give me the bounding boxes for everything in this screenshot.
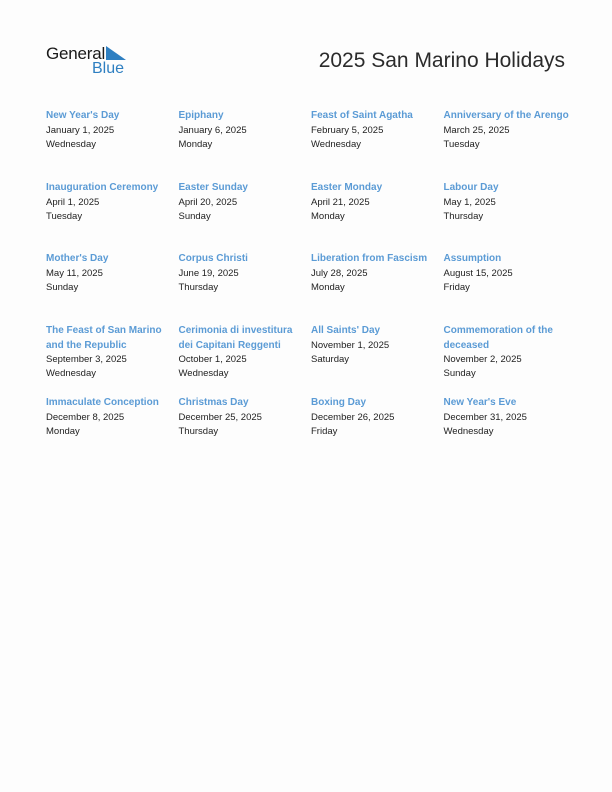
holiday-weekday: Wednesday [46,138,96,150]
holiday-date: December 31, 2025 [443,411,527,423]
logo-triangle-icon [106,46,126,60]
holiday-item [444,252,577,324]
holiday-name: The Feast of San Marino and the Republic [46,325,162,351]
holiday-date: June 19, 2025 [178,267,239,279]
holiday-item [311,396,444,456]
holiday-weekday: Sunday [46,281,79,293]
holiday-row [46,109,576,181]
holiday-weekday: Wednesday [178,368,229,379]
holiday-name: Feast of Saint Agatha [311,110,413,121]
holiday-item [444,396,577,456]
page-title: 2025 San Marino Holidays [318,49,565,72]
holiday-weekday: Wednesday [46,368,96,379]
holiday-weekday: Friday [443,281,470,293]
holiday-name: Immaculate Conception [46,397,159,408]
holiday-weekday: Thursday [443,210,484,222]
logo-text-general: General [46,44,106,63]
holiday-name: Inauguration Ceremony [46,182,159,193]
holiday-item [444,324,577,396]
holiday-date: November 2, 2025 [443,354,522,365]
holiday-name: Commemoration of the deceased [443,325,553,351]
holiday-name: Easter Monday [311,182,383,193]
holiday-weekday: Wednesday [311,138,361,150]
holiday-row [46,324,576,396]
holiday-weekday: Thursday [178,281,219,293]
holiday-row [46,396,576,456]
holiday-date: November 1, 2025 [311,339,390,351]
holiday-weekday: Sunday [443,368,476,379]
holiday-weekday: Tuesday [443,138,480,150]
holiday-item [46,252,179,324]
holiday-row [46,252,576,324]
holiday-date: September 3, 2025 [46,354,127,365]
logo-text-blue: Blue [92,60,125,77]
holiday-weekday: Friday [311,425,338,437]
holiday-weekday: Monday [46,425,80,437]
holiday-name: Epiphany [178,110,224,121]
holiday-weekday: Monday [311,210,345,222]
holiday-date: August 15, 2025 [443,267,513,279]
holiday-row [46,181,576,252]
holiday-item [46,396,179,456]
holiday-name: All Saints' Day [311,325,381,336]
holiday-item [444,181,577,252]
holiday-date: February 5, 2025 [311,124,384,136]
holiday-name: Easter Sunday [178,182,248,193]
holiday-weekday: Monday [311,281,345,293]
holiday-name: Assumption [443,253,502,264]
holiday-weekday: Monday [178,138,213,150]
holiday-item [46,181,179,252]
holiday-weekday: Tuesday [46,210,83,222]
holiday-item [179,324,312,396]
holiday-item [46,324,179,396]
holiday-date: May 11, 2025 [46,267,103,279]
holiday-date: April 20, 2025 [178,196,238,208]
holiday-item [46,109,179,181]
holiday-name: Labour Day [443,182,499,193]
holiday-name: Mother's Day [46,253,109,264]
holiday-date: April 21, 2025 [311,196,370,208]
holiday-name: Anniversary of the Arengo [443,110,569,121]
holiday-item [179,396,312,456]
holiday-date: January 1, 2025 [46,124,115,136]
holiday-date: December 8, 2025 [46,411,125,423]
holiday-date: October 1, 2025 [178,354,247,365]
holiday-item [311,252,444,324]
holiday-date: April 1, 2025 [46,196,100,208]
holiday-date: May 1, 2025 [443,196,496,208]
holiday-date: December 25, 2025 [178,411,262,423]
holiday-name: Cerimonia di investitura dei Capitani Reggenti [178,325,293,351]
holiday-item [311,324,444,396]
holiday-weekday: Saturday [311,353,350,365]
holiday-name: New Year's Day [46,110,120,121]
holiday-item [179,109,312,181]
holiday-item [311,109,444,181]
holiday-name: New Year's Eve [443,397,517,408]
holiday-weekday: Thursday [178,425,219,437]
holiday-weekday: Wednesday [443,425,494,437]
holiday-item [444,109,577,181]
holiday-date: July 28, 2025 [311,267,368,279]
holiday-item [179,252,312,324]
holiday-name: Christmas Day [178,397,249,408]
holiday-weekday: Sunday [178,210,211,222]
holiday-name: Boxing Day [311,397,367,408]
holiday-item [179,181,312,252]
holiday-date: December 26, 2025 [311,411,395,423]
holiday-name: Liberation from Fascism [311,253,428,264]
holiday-date: January 6, 2025 [178,124,247,136]
logo [46,44,136,78]
holiday-item [311,181,444,252]
holiday-date: March 25, 2025 [443,124,510,136]
holiday-grid [46,109,576,456]
holiday-name: Corpus Christi [178,253,248,264]
